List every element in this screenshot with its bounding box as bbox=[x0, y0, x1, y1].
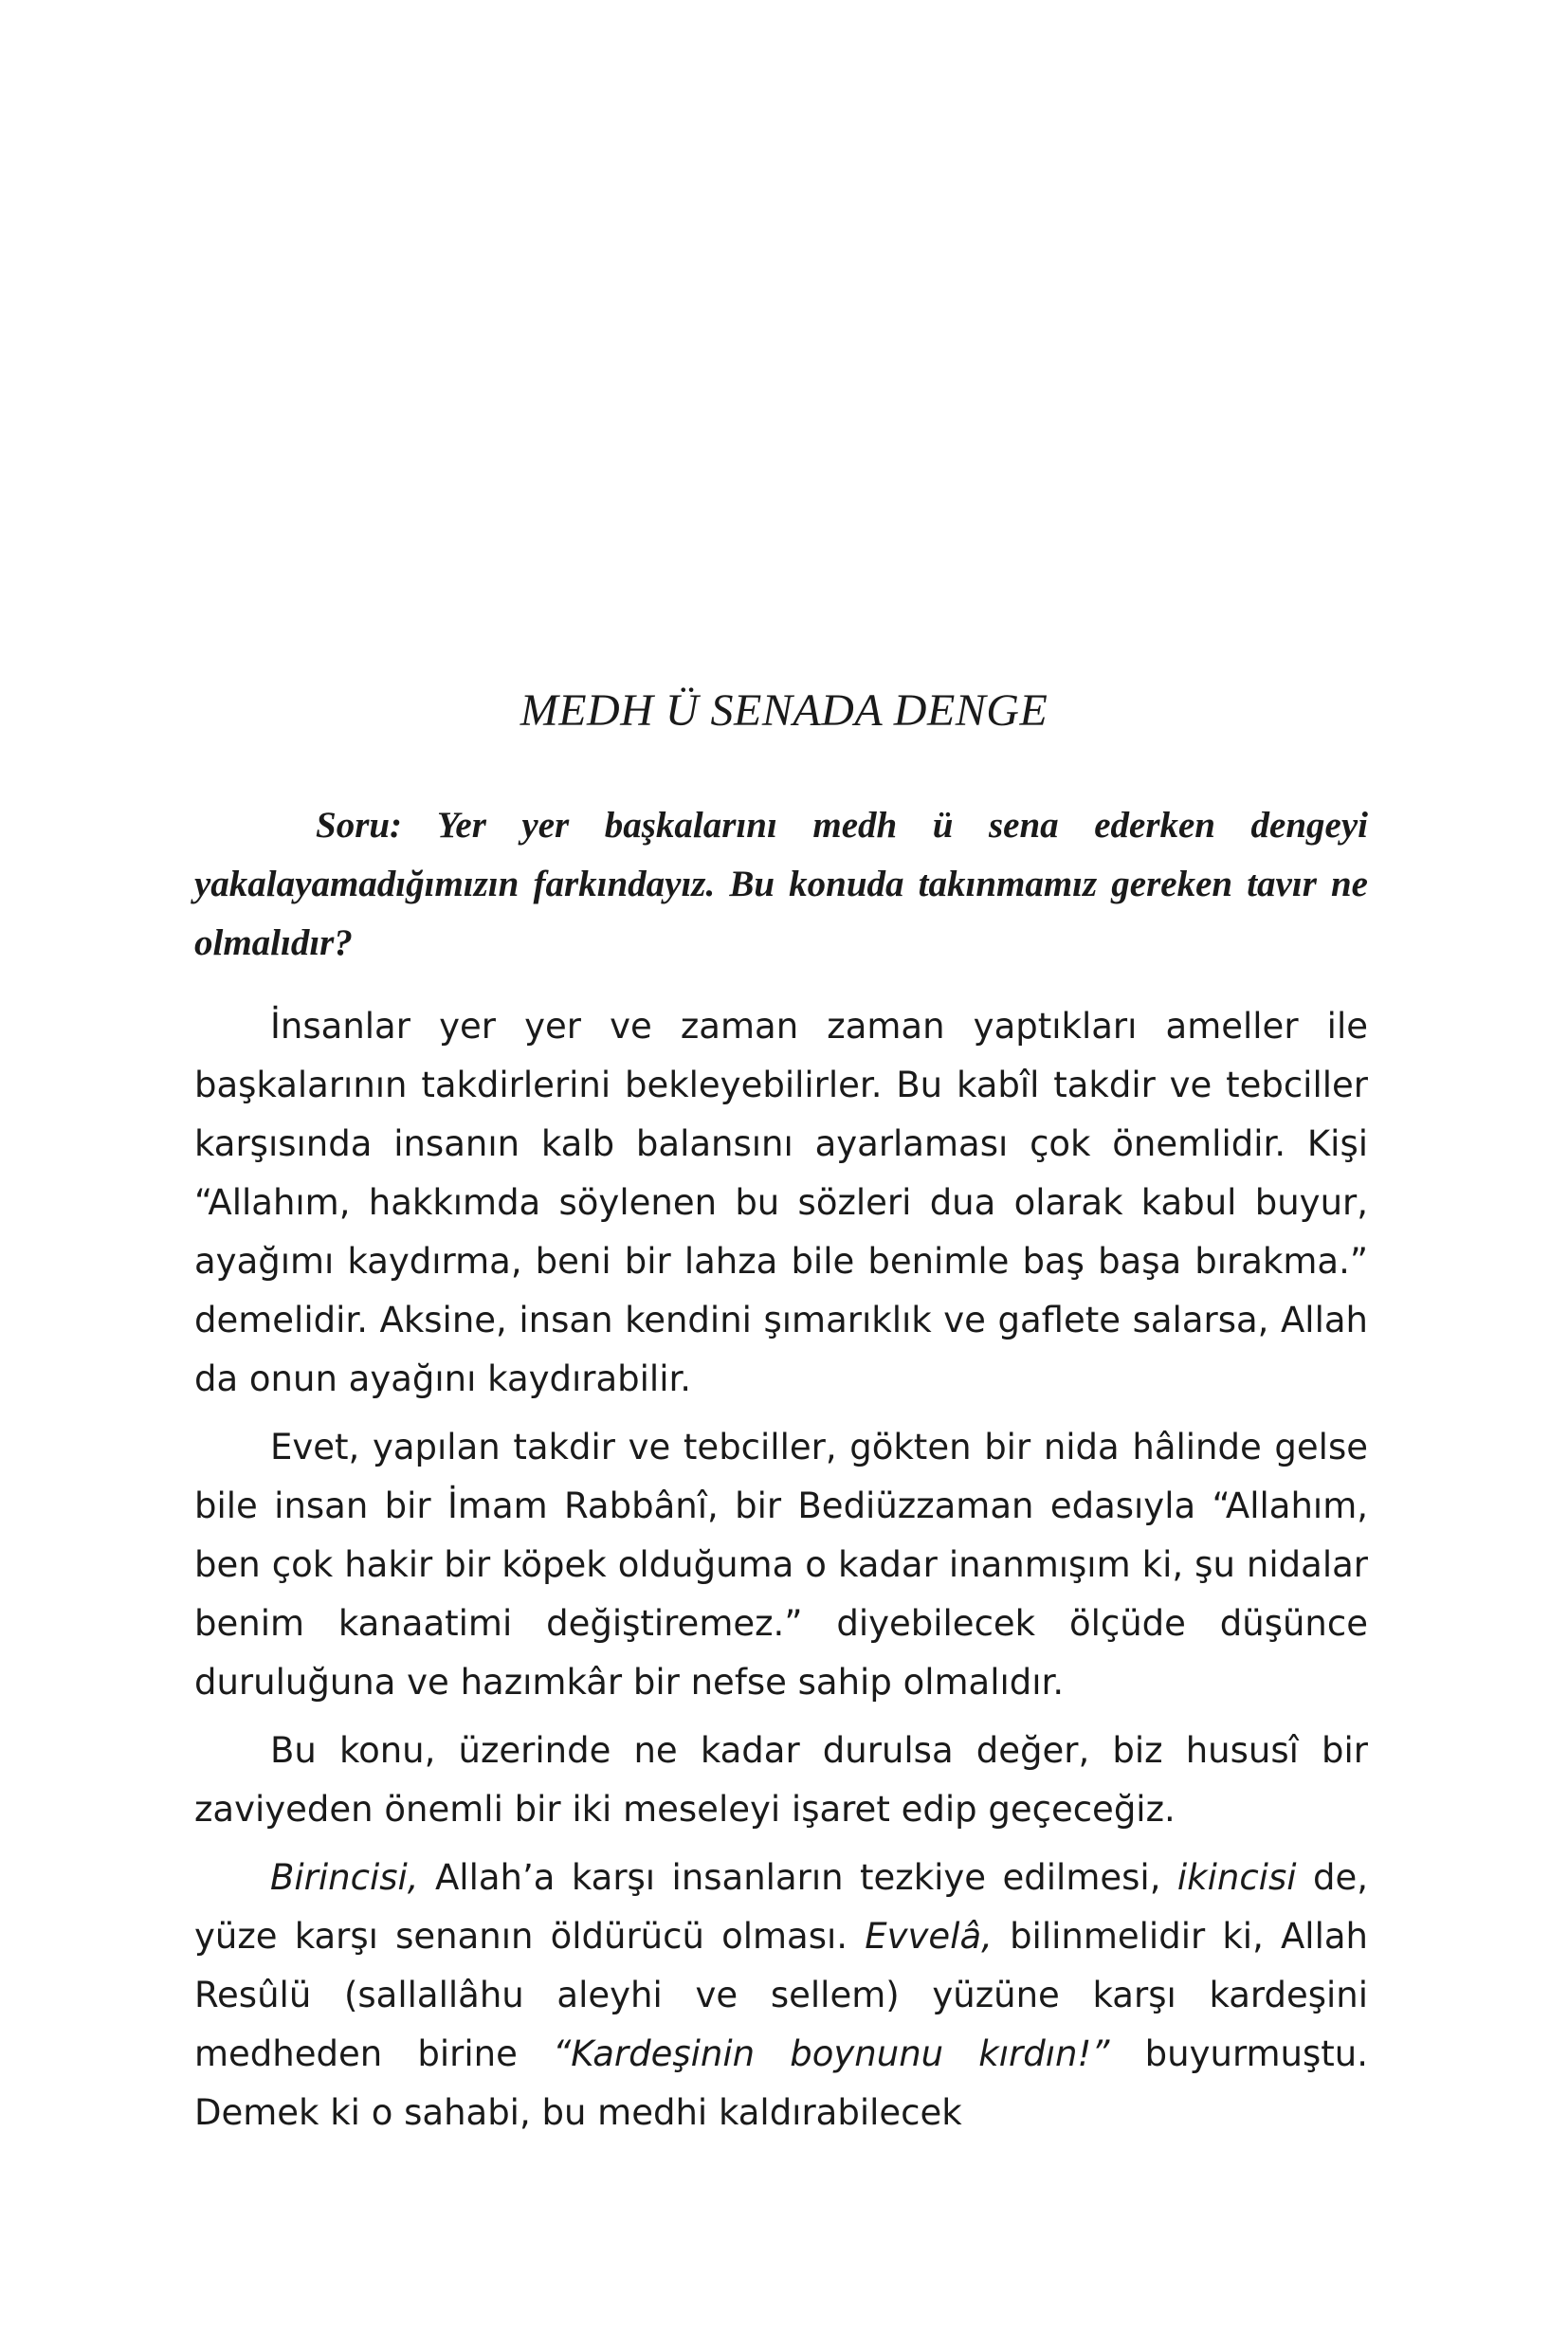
question-paragraph: Soru: Yer yer başkalarını medh ü sena ederken dengeyi yakalayamadığımızın farkındayız. Bu konuda takınmamız gereken tavır ne olmalıdır? bbox=[194, 805, 1368, 963]
paragraph-4-text-2: de, yüze karşı senanın öldürücü olması. bbox=[194, 1857, 1368, 1957]
paragraph-4-text-3: bilinmelidir ki, Allah Resûlü (sallallâhu aleyhi ve sellem) yüzüne karşı kardeşini medheden birine bbox=[194, 1916, 1368, 2074]
emphasis-evvela: Evvelâ, bbox=[865, 1916, 993, 1957]
chapter-title: MEDH Ü SENADA DENGE bbox=[520, 685, 1048, 736]
paragraph-1: İnsanlar yer yer ve zaman zaman yaptıkları ameller ile başkalarının takdirlerini bekleyebilirler. Bu kabîl takdir ve tebciller karşısında insanın kalb balansını ayarlaması çok önemlidir. Kişi “Allahım, hakkımda söylenen bu sözleri dua olarak kabul buyur, ayağımı kaydırma, beni bir lahza bile benimle baş başa bırakma.” demelidir. Aksine, insan kendini şımarıklık ve gaflete salarsa, Allah da onun ayağını kaydırabilir. bbox=[194, 1006, 1368, 1399]
emphasis-birincisi: Birincisi, bbox=[270, 1857, 419, 1898]
text-block bbox=[194, 796, 1368, 2152]
paragraph-3: Bu konu, üzerinde ne kadar durulsa değer, biz hususî bir zaviyeden önemli bir iki meseleyi işaret edip geçeceğiz. bbox=[194, 1730, 1368, 1830]
hadith-quote: “Kardeşinin boynunu kırdın!” bbox=[553, 2033, 1110, 2074]
paragraph-2: Evet, yapılan takdir ve tebciller, gökten bir nida hâlinde gelse bile insan bir İmam Rabbânî, bir Bediüzzaman edasıyla “Allahım, ben çok hakir bir köpek olduğuma o kadar inanmışım ki, şu nidalar benim kanaatimi değiştiremez.” diyebilecek ölçüde düşünce duruluğuna ve hazımkâr bir nefse sahip olmalıdır. bbox=[194, 1427, 1368, 1703]
paragraph-4-text-1: Allah’a karşı insanların tezkiye edilmesi, bbox=[418, 1857, 1177, 1898]
paragraph-4 bbox=[194, 1849, 1368, 2142]
emphasis-ikincisi: ikincisi bbox=[1176, 1857, 1297, 1898]
paragraph-4-text-4: buyurmuştu. Demek ki o sahabi, bu medhi kaldırabilecek bbox=[194, 2033, 1368, 2133]
